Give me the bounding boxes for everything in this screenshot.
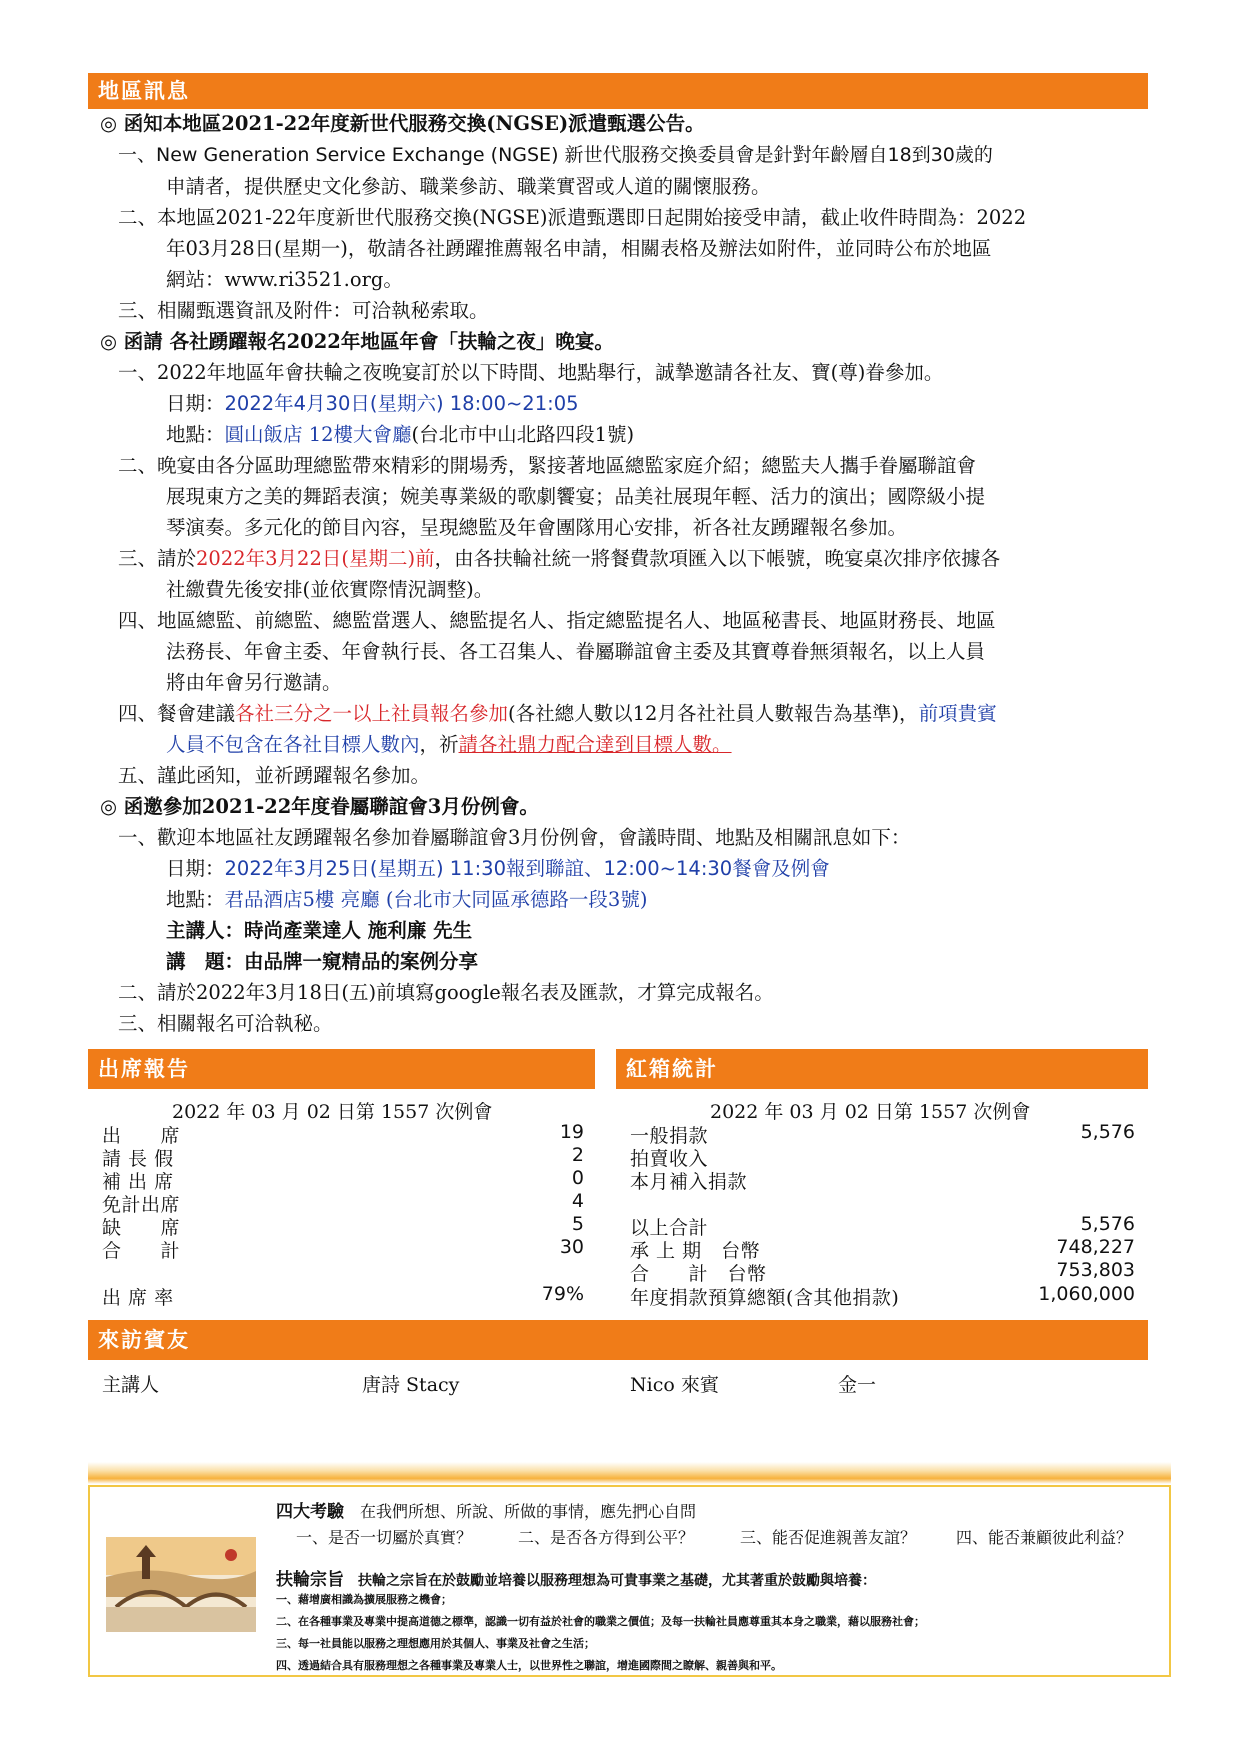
four-way-item: 二、是否各方得到公平？ (518, 1528, 695, 1547)
rn-place-value: 圓山飯店 12樓大會廳 (224, 423, 412, 446)
attendance-row-label: 合 計 (102, 1240, 181, 1262)
four-way-item: 一、是否一切屬於真實？ (296, 1528, 473, 1547)
district-info-heading: 地區訊息 (88, 73, 1148, 109)
four-way-item: 三、能否促進親善友誼？ (740, 1528, 917, 1547)
attendance-row (102, 1190, 592, 1214)
attendance-row-value: 4 (571, 1190, 584, 1212)
four-way-item: 四、能否兼顧彼此利益？ (956, 1528, 1133, 1547)
attendance-rate-label: 出 席 率 (102, 1287, 174, 1309)
fm-speaker: 主講人：時尚產業達人 施利廉 先生 (166, 919, 473, 942)
visitor-item: 主講人 (102, 1374, 160, 1396)
notice-title-ngse: ◎ 函知本地區2021-22年度新世代服務交換(NGSE)派遣甄選公告。 (100, 112, 705, 135)
red-box-row (630, 1167, 1135, 1191)
visitor-item: 唐詩 Stacy (362, 1374, 460, 1396)
four-way-title: 四大考驗 (276, 1502, 344, 1522)
fm-place-label: 地點： (166, 888, 225, 911)
attendance-row-value: 2 (571, 1144, 584, 1166)
attendance-row-value: 5 (571, 1213, 584, 1235)
rn-line-6: 五、謹此函知，並祈踴躍報名參加。 (118, 764, 431, 787)
red-box-report (630, 1097, 1135, 1312)
object-subtitle: 扶輪之宗旨在於鼓勵並培養以服務理想為可貴事業之基礎，尤其著重於鼓勵與培養： (358, 1573, 876, 1589)
attendance-row-value: 30 (559, 1236, 584, 1258)
red-box-row (630, 1213, 1135, 1237)
rn-line-3a (118, 543, 1000, 571)
rn-5b-mid: ，祈 (419, 733, 459, 756)
rn-place (166, 419, 634, 447)
attendance-row-label: 請 長 假 (102, 1148, 174, 1170)
red-box-row-label: 承 上 期 台幣 (630, 1240, 761, 1262)
attendance-row-label: 免計出席 (102, 1194, 181, 1216)
rn-line-2c: 琴演奏。多元化的節目內容，呈現總監及年會團隊用心安排，祈各社友踴躍報名參加。 (166, 516, 908, 539)
red-box-row-label: 年度捐款預算總額(含其他捐款) (630, 1287, 900, 1309)
four-way-subtitle: 在我們所想、所說、所做的事情，應先捫心自問 (360, 1502, 697, 1521)
rn-3a-post: ，由各扶輪社統一將餐費款項匯入以下帳號，晚宴桌次排序依據各 (434, 547, 1001, 570)
fm-line-1: 一、歡迎本地區社友踴躍報名參加眷屬聯誼會3月份例會，會議時間、地點及相關訊息如下： (118, 826, 911, 849)
red-box-row-value: 5,576 (1080, 1213, 1135, 1235)
fm-line-3: 三、相關報名可洽執秘。 (118, 1012, 333, 1035)
notice-title-rotary-night: ◎ 函請 各社踴躍報名2022年地區年會「扶輪之夜」晚宴。 (100, 330, 614, 353)
red-box-row (630, 1121, 1135, 1145)
red-box-row-value: 1,060,000 (1038, 1283, 1135, 1305)
rn-line-4c: 將由年會另行邀請。 (166, 671, 342, 694)
footer-decorative-strip (88, 1462, 1171, 1484)
rn-line-5b (166, 729, 732, 757)
rn-5a-pre: 四、餐會建議 (118, 702, 236, 725)
red-box-meeting: 2022 年 03 月 02 日第 1557 次例會 (710, 1101, 1031, 1123)
red-box-row (630, 1259, 1135, 1283)
object-title: 扶輪宗旨 (276, 1570, 344, 1590)
attendance-row-label: 缺 席 (102, 1217, 181, 1239)
rn-line-5a (118, 698, 997, 726)
fm-date-value: 2022年3月25日(星期五) 11:30報到聯誼、12:00~14:30餐會及例會 (224, 857, 830, 880)
attendance-row (102, 1236, 592, 1260)
object-item: 二、在各種事業及專業中提高道德之標準，認識一切有益於社會的職業之價值；及每一扶輪社員應尊重其本身之職業，藉以服務社會； (276, 1615, 925, 1628)
red-box-row-label: 本月補入捐款 (630, 1171, 748, 1193)
fm-place-value: 君品酒店5樓 亮廳 (台北市大同區承德路一段3號) (224, 888, 648, 911)
red-box-row-value: 753,803 (1056, 1259, 1135, 1281)
ngse-line-4: 年03月28日(星期一)，敬請各社踴躍推薦報名申請，相關表格及辦法如附件，並同時公布於地區 (166, 237, 992, 260)
rn-place-addr: (台北市中山北路四段1號) (411, 423, 635, 446)
rn-5b-red: 請各社鼎力配合達到目標人數。 (458, 733, 732, 756)
notice-title-family-meeting: ◎ 函邀參加2021-22年度眷屬聯誼會3月份例會。 (100, 795, 539, 818)
attendance-row-value: 19 (559, 1121, 584, 1143)
red-box-heading: 紅箱統計 (616, 1049, 1148, 1089)
rn-date-label: 日期： (166, 392, 225, 415)
attendance-row-label: 出 席 (102, 1125, 181, 1147)
red-box-row-label: 合 計 台幣 (630, 1263, 767, 1285)
attendance-row (102, 1167, 592, 1191)
footer-box (88, 1485, 1171, 1677)
red-box-row (630, 1236, 1135, 1260)
rn-line-1: 一、2022年地區年會扶輪之夜晚宴訂於以下時間、地點舉行，誠摯邀請各社友、寶(尊)眷參加。 (118, 361, 944, 384)
rn-line-4b: 法務長、年會主委、年會執行長、各工召集人、眷屬聯誼會主委及其寶尊眷無須報名，以上人員 (166, 640, 986, 663)
red-box-row-value: 5,576 (1080, 1121, 1135, 1143)
rn-deadline: 2022年3月22日(星期二)前 (196, 547, 435, 570)
attendance-row-label: 補 出 席 (102, 1171, 174, 1193)
attendance-rate-value: 79% (541, 1283, 584, 1305)
rn-line-3b: 社繳費先後安排(並依實際情況調整)。 (166, 578, 494, 601)
object-of-rotary (276, 1565, 876, 1590)
red-box-row-label: 拍賣收入 (630, 1148, 709, 1170)
rn-5a-mid: (各社總人數以12月各社社員人數報告為基準)， (508, 702, 919, 725)
ngse-line-2: 申請者，提供歷史文化參訪、職業參訪、職業實習或人道的關懷服務。 (166, 175, 771, 198)
fm-date-label: 日期： (166, 857, 225, 880)
attendance-row-value: 0 (571, 1167, 584, 1189)
rn-date (166, 388, 579, 416)
rn-line-4a: 四、地區總監、前總監、總監當選人、總監提名人、指定總監提名人、地區秘書長、地區財務長、地區 (118, 609, 996, 632)
rn-place-label: 地點： (166, 423, 225, 446)
attendance-row (102, 1213, 592, 1237)
fm-place (166, 884, 647, 912)
red-box-row-label: 以上合計 (630, 1217, 709, 1239)
four-way-test (276, 1497, 696, 1522)
attendance-heading: 出席報告 (88, 1049, 595, 1089)
attendance-row (102, 1144, 592, 1168)
red-box-row-value: 748,227 (1056, 1236, 1135, 1258)
ngse-line-6: 三、相關甄選資訊及附件：可洽執秘索取。 (118, 299, 489, 322)
ngse-line-3: 二、本地區2021-22年度新世代服務交換(NGSE)派遣甄選即日起開始接受申請，截止收件時間為：2022 (118, 206, 1027, 229)
object-item: 四、透過結合具有服務理想之各種事業及專業人士，以世界性之聯誼，增進國際間之瞭解、親善與和平。 (276, 1659, 782, 1672)
fm-topic: 講 題：由品牌一窺精品的案例分享 (166, 950, 479, 973)
rn-5a-red: 各社三分之一以上社員報名參加 (235, 702, 509, 725)
red-box-row (630, 1283, 1135, 1307)
fm-date (166, 853, 830, 881)
landscape-picture (106, 1537, 256, 1632)
rn-5b-blue: 人員不包含在各社目標人數內 (166, 733, 420, 756)
ngse-line-1: 一、New Generation Service Exchange (NGSE) 新世代服務交換委員會是針對年齡層自18到30歲的 (118, 144, 993, 166)
visitor-item: 金一 (838, 1374, 877, 1396)
rn-3a-pre: 三、請於 (118, 547, 197, 570)
rn-line-2b: 展現東方之美的舞蹈表演；婉美專業級的歌劇饗宴；品美社展現年輕、活力的演出；國際級小提 (166, 485, 986, 508)
attendance-rate-row (102, 1283, 592, 1307)
district-info-section (88, 108, 1148, 1035)
ngse-line-5: 網站：www.ri3521.org。 (166, 268, 403, 291)
object-item: 三、每一社員能以服務之理想應用於其個人、事業及社會之生活； (276, 1637, 595, 1650)
attendance-row (102, 1121, 592, 1145)
rn-5a-blue: 前項貴賓 (918, 702, 997, 725)
visitors-heading: 來訪賓友 (88, 1320, 1148, 1360)
rn-line-2a: 二、晚宴由各分區助理總監帶來精彩的開場秀，緊接著地區總監家庭介紹；總監夫人攜手眷屬聯誼會 (118, 454, 977, 477)
red-box-row (630, 1144, 1135, 1168)
red-box-row-label: 一般捐款 (630, 1125, 709, 1147)
attendance-meeting: 2022 年 03 月 02 日第 1557 次例會 (172, 1101, 493, 1123)
rn-date-value: 2022年4月30日(星期六) 18:00~21:05 (224, 392, 579, 415)
fm-line-2: 二、請於2022年3月18日(五)前填寫google報名表及匯款，才算完成報名。 (118, 981, 774, 1004)
object-item: 一、藉增廣相識為擴展服務之機會； (276, 1593, 452, 1606)
attendance-report (102, 1097, 592, 1312)
visitor-item: Nico 來賓 (630, 1374, 719, 1396)
